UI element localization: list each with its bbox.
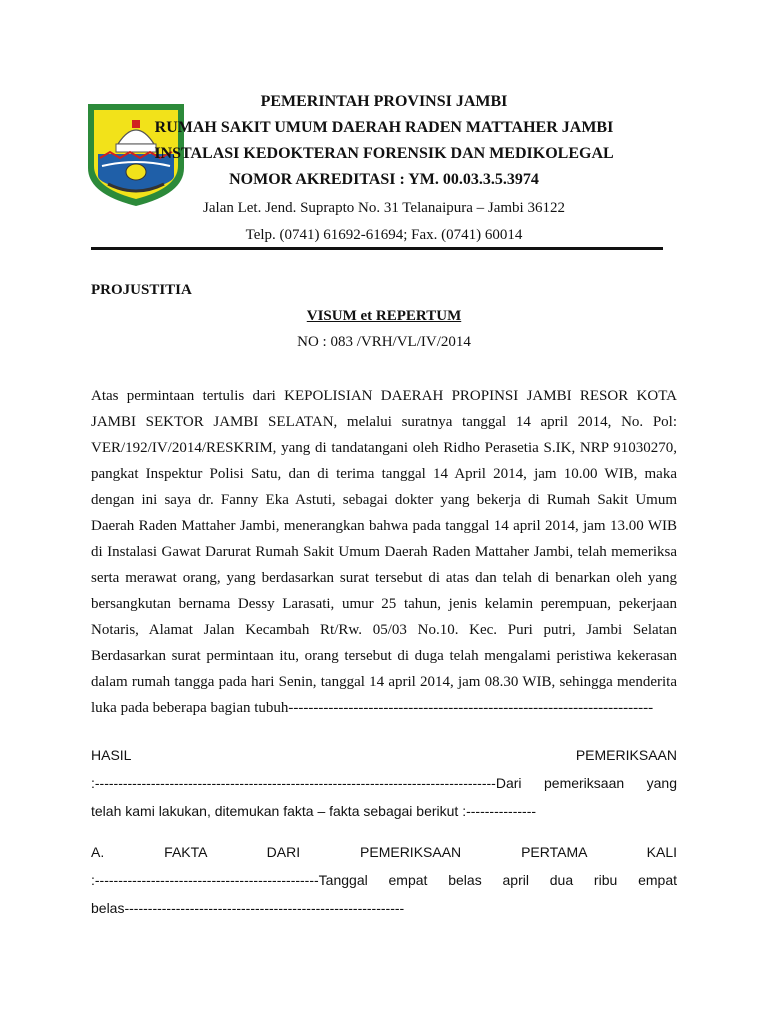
body-line: serta merawat orang, yang berdasarkan surat tersebut di atas dan telah di benarkan oleh yang xyxy=(91,570,677,586)
body-line: dengan ini saya dr. Fanny Eka Astuti, sebagai dokter yang bekerja di Rumah Sakit Umum xyxy=(91,492,677,508)
document-title: VISUM et REPERTUM xyxy=(306,308,462,324)
body-line: dalam rumah tangga pada hari Senin, tanggal 14 april 2014, jam 08.30 WIB, sehingga menderita xyxy=(91,674,677,690)
document-heading: PROJUSTITIA xyxy=(91,282,192,298)
letterhead-line-1: PEMERINTAH PROVINSI JAMBI xyxy=(260,93,508,110)
body-line: pangkat Inspektur Polisi Satu, dan di terima tanggal 14 April 2014, jam 10.00 WIB, maka xyxy=(91,466,677,482)
accreditation-number: NOMOR AKREDITASI : YM. 00.03.3.5.3974 xyxy=(229,171,539,188)
hasil-heading-line: HASIL PEMERIKSAAN xyxy=(91,747,677,763)
hasil-line: telah kami lakukan, ditemukan fakta – fakta sebagai berikut :--------------- xyxy=(91,803,537,819)
body-line: luka pada beberapa bagian tubuh------------------------------------------------------------------------- xyxy=(91,700,654,716)
body-line: di Instalasi Gawat Darurat Rumah Sakit Umum Daerah Raden Mattaher Jambi, telah memeriksa xyxy=(91,544,677,560)
letterhead-line-2: RUMAH SAKIT UMUM DAERAH RADEN MATTAHER JAMBI xyxy=(154,119,614,136)
fakta-line: belas------------------------------------------------------------ xyxy=(91,900,405,916)
body-line: VER/192/IV/2014/RESKRIM, yang di tandatangani oleh Ridho Perasetia S.IK, NRP 91030270, xyxy=(91,440,677,456)
letterhead-contact: Telp. (0741) 61692-61694; Fax. (0741) 60014 xyxy=(245,227,523,243)
fakta-line: :------------------------------------------------Tanggal empat belas april dua ribu empat xyxy=(91,872,677,888)
body-line: bersangkutan bernama Dessy Larasati, umur 25 tahun, jenis kelamin perempuan, pekerjaan xyxy=(91,596,677,612)
body-line: JAMBI SEKTOR JAMBI SELATAN, melalui suratnya tanggal 14 april 2014, No. Pol: xyxy=(91,414,677,430)
letterhead-address: Jalan Let. Jend. Suprapto No. 31 Telanaipura – Jambi 36122 xyxy=(203,200,565,216)
fakta-heading-line: A. FAKTA DARI PEMERIKSAAN PERTAMA KALI xyxy=(91,844,677,860)
body-line: Atas permintaan tertulis dari KEPOLISIAN DAERAH PROPINSI JAMBI RESOR KOTA xyxy=(91,388,677,404)
body-line: Berdasarkan surat permintaan itu, orang tersebut di duga telah mengalami peristiwa kekerasan xyxy=(91,648,677,664)
body-line: Daerah Raden Mattaher Jambi, menerangkan bahwa pada tanggal 14 april 2014, jam 13.00 WIB xyxy=(91,518,677,534)
document-number: NO : 083 /VRH/VL/IV/2014 xyxy=(297,334,471,350)
body-line: Notaris, Alamat Jalan Kecambah Rt/Rw. 05/03 No.10. Kec. Puri putri, Jambi Selatan xyxy=(91,622,677,638)
hasil-line: :--------------------------------------------------------------------------------------Dari pemeriksaan yang xyxy=(91,775,677,791)
letterhead-divider xyxy=(91,247,663,250)
letterhead-line-3: INSTALASI KEDOKTERAN FORENSIK DAN MEDIKOLEGAL xyxy=(154,145,614,162)
